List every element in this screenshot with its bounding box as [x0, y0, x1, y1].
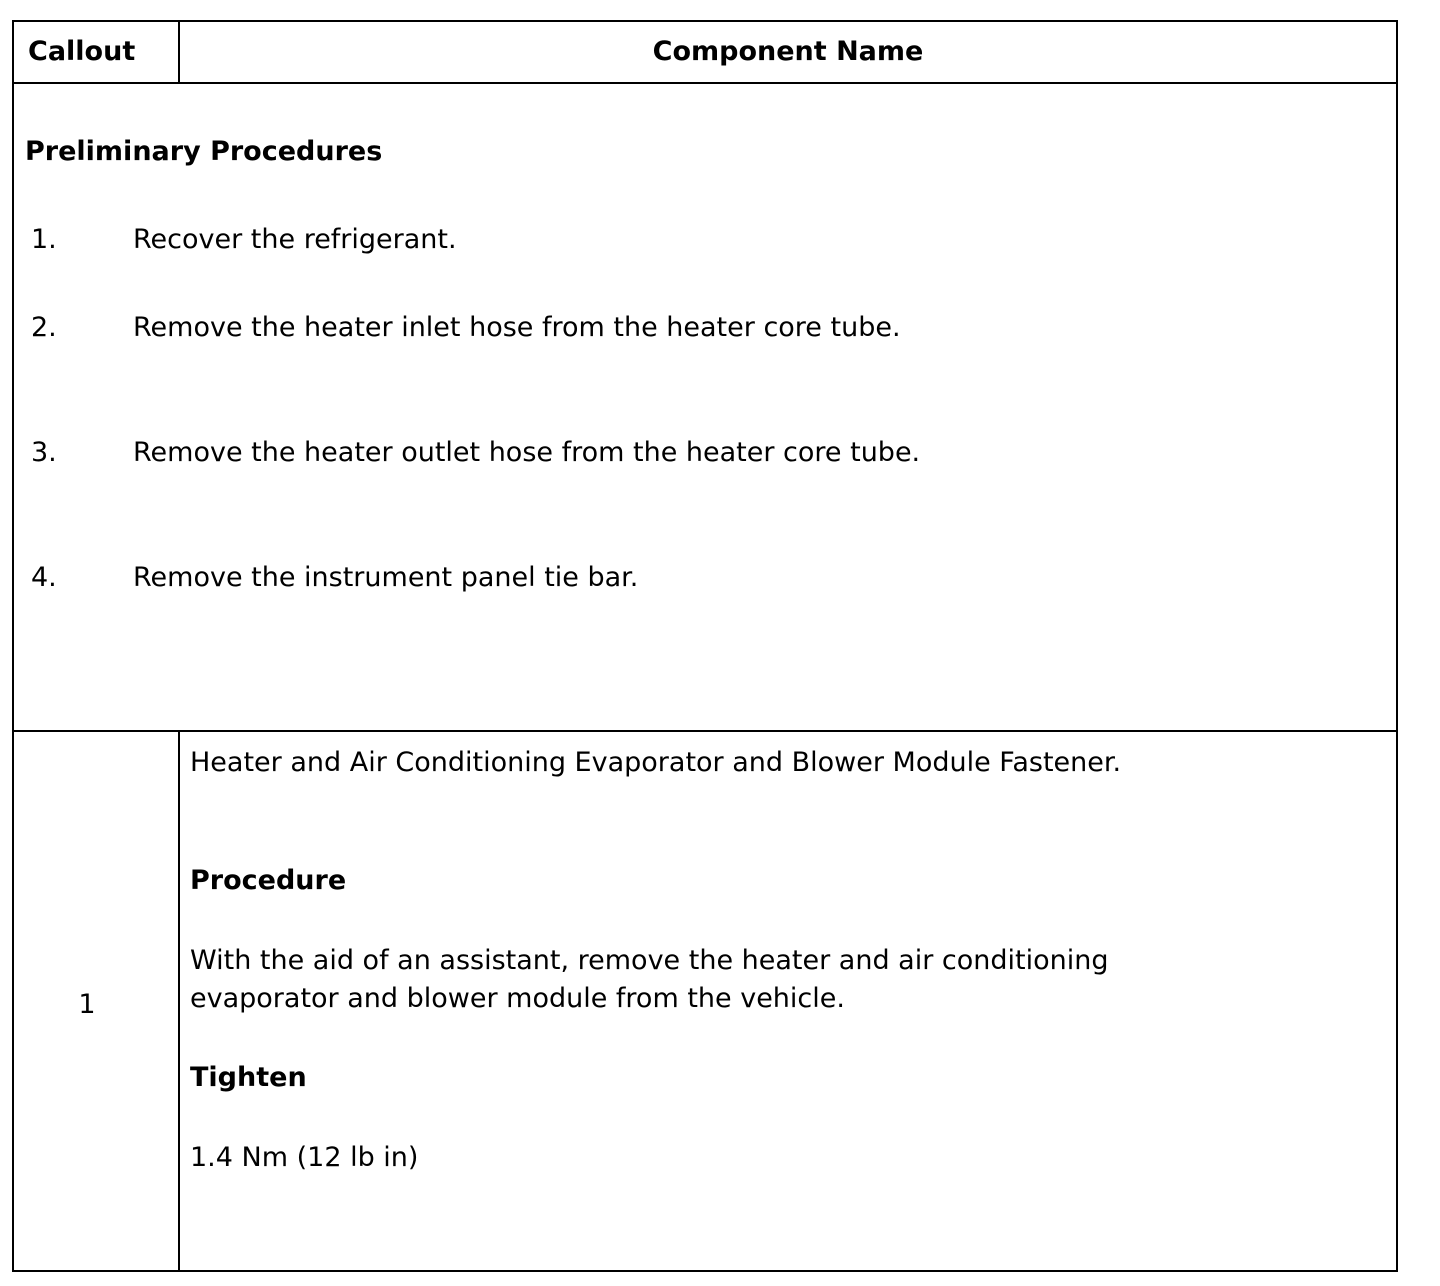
- procedure-text-line-2: evaporator and blower module from the vehicle.: [190, 983, 845, 1014]
- callout-cell: [14, 732, 180, 1270]
- header-callout: Callout: [14, 22, 180, 82]
- callout-number: 1: [78, 989, 96, 1020]
- step-number: 1.: [31, 224, 57, 255]
- component-cell: [180, 732, 1396, 1270]
- step-number: 3.: [31, 437, 57, 468]
- step-number: 4.: [31, 562, 57, 593]
- procedure-text-line-1: With the aid of an assistant, remove the heater and air conditioning: [190, 945, 1109, 976]
- step-text: Remove the heater inlet hose from the heater core tube.: [133, 312, 901, 343]
- step-text: Remove the heater outlet hose from the heater core tube.: [133, 437, 921, 468]
- step-text: Recover the refrigerant.: [133, 224, 457, 255]
- step-number: 2.: [31, 312, 57, 343]
- preliminary-procedures-title: Preliminary Procedures: [25, 136, 383, 167]
- component-description: Heater and Air Conditioning Evaporator and Blower Module Fastener.: [190, 747, 1122, 778]
- header-component-name: Component Name: [652, 36, 924, 67]
- preliminary-procedures-section: [14, 84, 1396, 732]
- table-header-row: [14, 22, 1396, 84]
- table-row: [14, 732, 1396, 1270]
- procedure-heading: Procedure: [190, 865, 347, 896]
- component-table: [12, 20, 1398, 1272]
- step-text: Remove the instrument panel tie bar.: [133, 562, 639, 593]
- tighten-value: 1.4 Nm (12 lb in): [190, 1142, 419, 1173]
- tighten-heading: Tighten: [190, 1062, 307, 1093]
